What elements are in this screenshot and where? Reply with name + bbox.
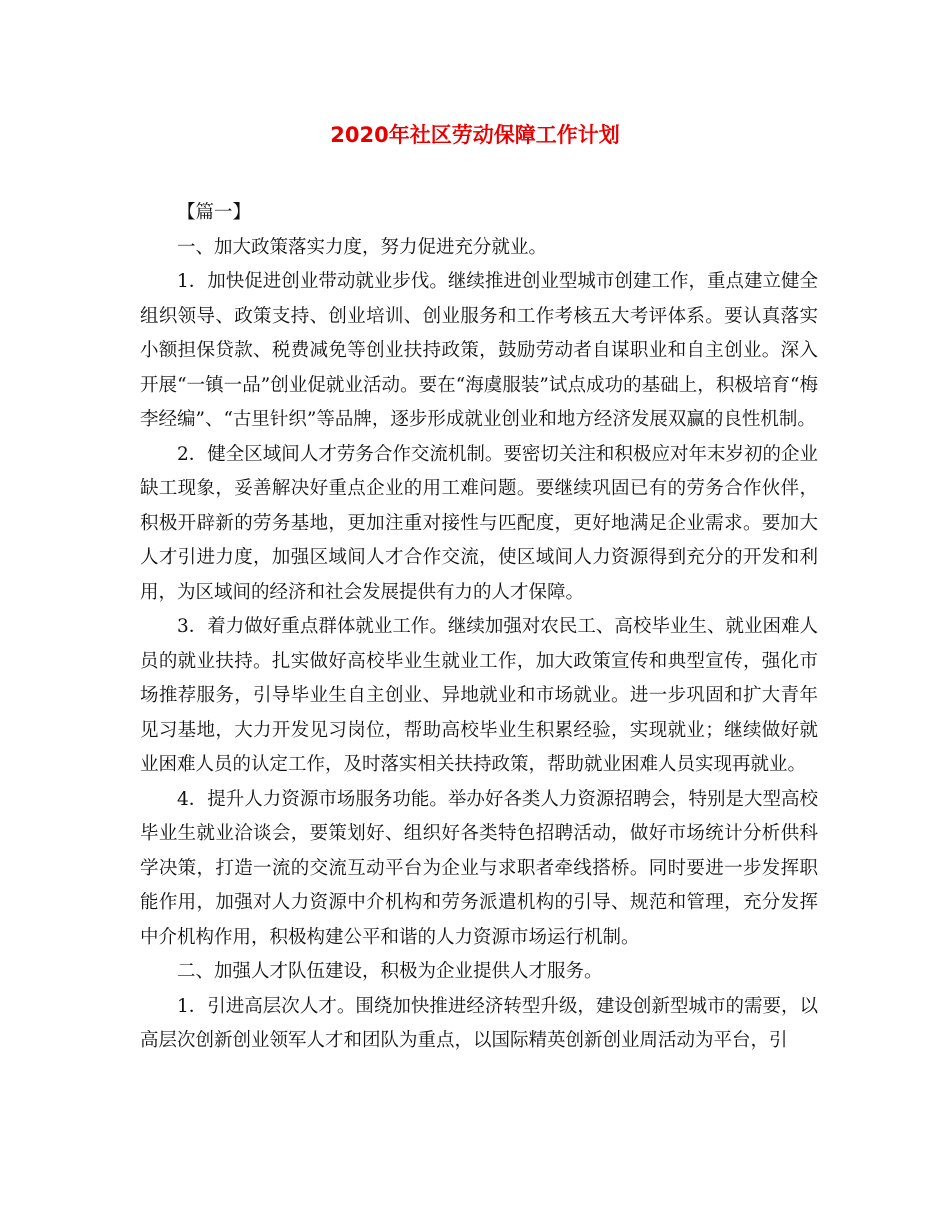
section-heading-policy: 一、加大政策落实力度，努力促进充分就业。 — [177, 236, 548, 258]
paragraph-regional-cooperation: 2．健全区域间人才劳务合作交流机制。要密切关注和积极应对年末岁初的企业缺工现象，妥善解决好重点企业的用工难问题。要继续巩固已有的劳务合作伙伴，积极开辟新的劳务基地，更加注重对接性与匹配度，更好地满足企业需求。要加大人才引进力度，加强区域间人才合作交流，使区域间人力资源得到充分的开发和利用，为区域间的经济和社会发展提供有力的人才保障。 — [140, 443, 818, 603]
paragraph-key-groups: 3．着力做好重点群体就业工作。继续加强对农民工、高校毕业生、就业困难人员的就业扶持。扎实做好高校毕业生就业工作，加大政策宣传和典型宣传，强化市场推荐服务，引导毕业生自主创业、异地就业和市场就业。进一步巩固和扩大青年见习基地，大力开发见习岗位，帮助高校毕业生积累经验，实现就业；继续做好就业困难人员的认定工作，及时落实相关扶持政策，帮助就业困难人员实现再就业。 — [140, 616, 818, 775]
document-body — [140, 196, 818, 1059]
section-heading-part-one: 【篇一】 — [177, 202, 252, 223]
section-heading-talent: 二、加强人才队伍建设，积极为企业提供人才服务。 — [177, 961, 603, 982]
paragraph-entrepreneurship: 1．加快促进创业带动就业步伐。继续推进创业型城市创建工作，重点建立健全组织领导、政策支持、创业培训、创业服务和工作考核五大考评体系。要认真落实小额担保贷款、税费减免等创业扶持政策，鼓励劳动者自谋职业和自主创业。深入开展“一镇一品”创业促就业活动。要在“海虞服装”试点成功的基础上，积极培育“梅李经编”、“古里针织”等品牌，逐步形成就业创业和地方经济发展双赢的良性机制。 — [140, 271, 818, 430]
document-title: 2020年社区劳动保障工作计划 — [330, 123, 620, 147]
paragraph-hr-market: 4．提升人力资源市场服务功能。举办好各类人力资源招聘会，特别是大型高校毕业生就业洽谈会，要策划好、组织好各类特色招聘活动，做好市场统计分析供科学决策，打造一流的交流互动平台为企业与求职者牵线搭桥。同时要进一步发挥职能作用，加强对人力资源中介机构和劳务派遣机构的引导、规范和管理，充分发挥中介机构作用，积极构建公平和谐的人力资源市场运行机制。 — [140, 788, 818, 948]
paragraph-high-level-talent: 1．引进高层次人才。围绕加快推进经济转型升级，建设创新型城市的需要，以高层次创新创业领军人才和团队为重点，以国际精英创新创业周活动为平台，引 — [140, 995, 818, 1051]
